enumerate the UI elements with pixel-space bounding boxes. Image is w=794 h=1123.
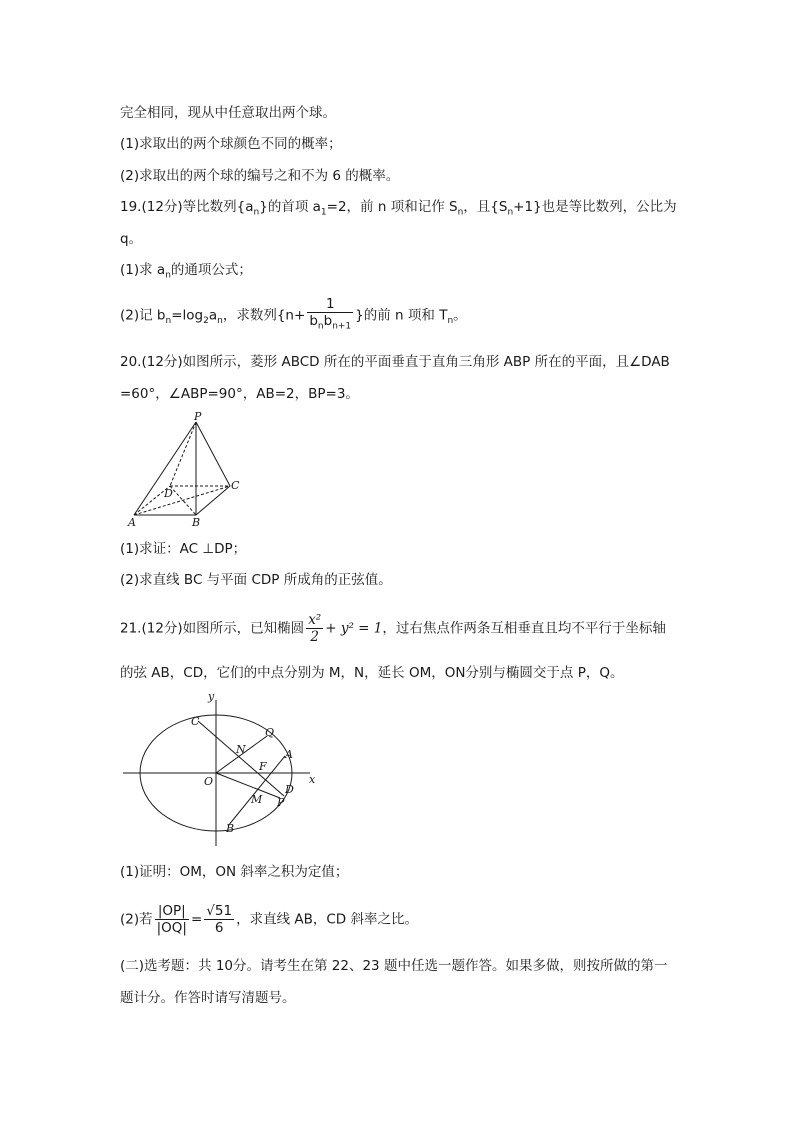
label-F: F <box>259 760 267 773</box>
label-A: A <box>128 516 136 529</box>
label-N: N <box>236 743 246 756</box>
question-20-part-2: (2)求直线 BC 与平面 CDP 所成角的正弦值。 <box>120 572 392 588</box>
fraction: $\frac{|OP|}{|OQ|}$ <box>156 903 187 936</box>
label-B: B <box>226 822 235 835</box>
pyramid-figure <box>120 410 260 534</box>
elective-section-cont: 题计分。作答时请写清题号。 <box>120 990 296 1006</box>
label-B: B <box>192 516 201 529</box>
question-20-stem: 20.(12分)如图所示，菱形 ABCD 所在的平面垂直于直角三角形 ABP 所在的平面，且∠DAB <box>120 354 670 370</box>
label-P: P <box>194 410 202 423</box>
label-D: D <box>285 783 294 796</box>
question-21-stem-cont: 的弦 AB，CD，它们的中点分别为 M，N，延长 OM，ON分别与椭圆交于点 P，Q。 <box>120 665 624 681</box>
label-D: D <box>164 487 173 500</box>
label-A: A <box>285 748 293 761</box>
question-18-part-2: (2)求取出的两个球的编号之和不为 6 的概率。 <box>120 168 400 184</box>
label-C: C <box>191 715 200 728</box>
axis-label-x: x <box>309 773 316 786</box>
elective-section-heading: (二)选考题：共 10分。请考生在第 22、23 题中任选一题作答。如果多做，则按所做的第一 <box>120 958 668 974</box>
question-21-part-2: (2)若 $\frac{|OP|}{|OQ|}$ = $\frac{√51}{6}$ ，求直线 AB，CD 斜率之比。 <box>120 903 418 936</box>
question-20-part-1: (1)求证：AC ⊥DP； <box>120 541 247 557</box>
text-line: 完全相同，现从中任意取出两个球。 <box>120 105 336 121</box>
question-19-part-2: (2)记 $b_n=\log_2a_n$，求数列{n+ $\frac{1}{b_nb_{n+1}}$ }的前 n 项和 $T_n$。 <box>120 296 467 335</box>
question-19-stem-cont: q。 <box>120 231 143 247</box>
question-20-stem-cont: =60°，∠ABP=90°，AB=2，BP=3。 <box>120 386 359 402</box>
fraction: $\frac{\text{x²}}{2}$ <box>308 612 322 645</box>
fraction: $\frac{1}{b_nb_{n+1}}$ <box>307 296 353 335</box>
fraction: $\frac{√51}{6}$ <box>206 903 233 936</box>
question-18-part-1: (1)求取出的两个球颜色不同的概率； <box>120 136 342 152</box>
label-P: P <box>277 796 285 809</box>
ellipse-figure <box>120 688 330 852</box>
label-Q: Q <box>265 726 275 739</box>
question-21-part-1: (1)证明：OM，ON 斜率之积为定值； <box>120 864 349 880</box>
label-M: M <box>251 793 263 806</box>
question-21-stem: 21.(12分)如图所示，已知椭圆 $\frac{\text{x²}}{2}$ + y² = 1，过右焦点作两条互相垂直且均不平行于坐标轴 <box>120 612 666 645</box>
label-C: C <box>231 479 240 492</box>
question-19-stem: 19.(12分)等比数列$\{a_n\}$的首项 $a_1=2$，前 n 项和记作 $S_n$，且$\{S_n+1\}$也是等比数列，公比为 <box>120 199 677 218</box>
axis-label-y: y <box>208 690 215 703</box>
label-O: O <box>204 775 214 788</box>
question-19-part-1: (1)求 $a_n$的通项公式； <box>120 262 252 281</box>
